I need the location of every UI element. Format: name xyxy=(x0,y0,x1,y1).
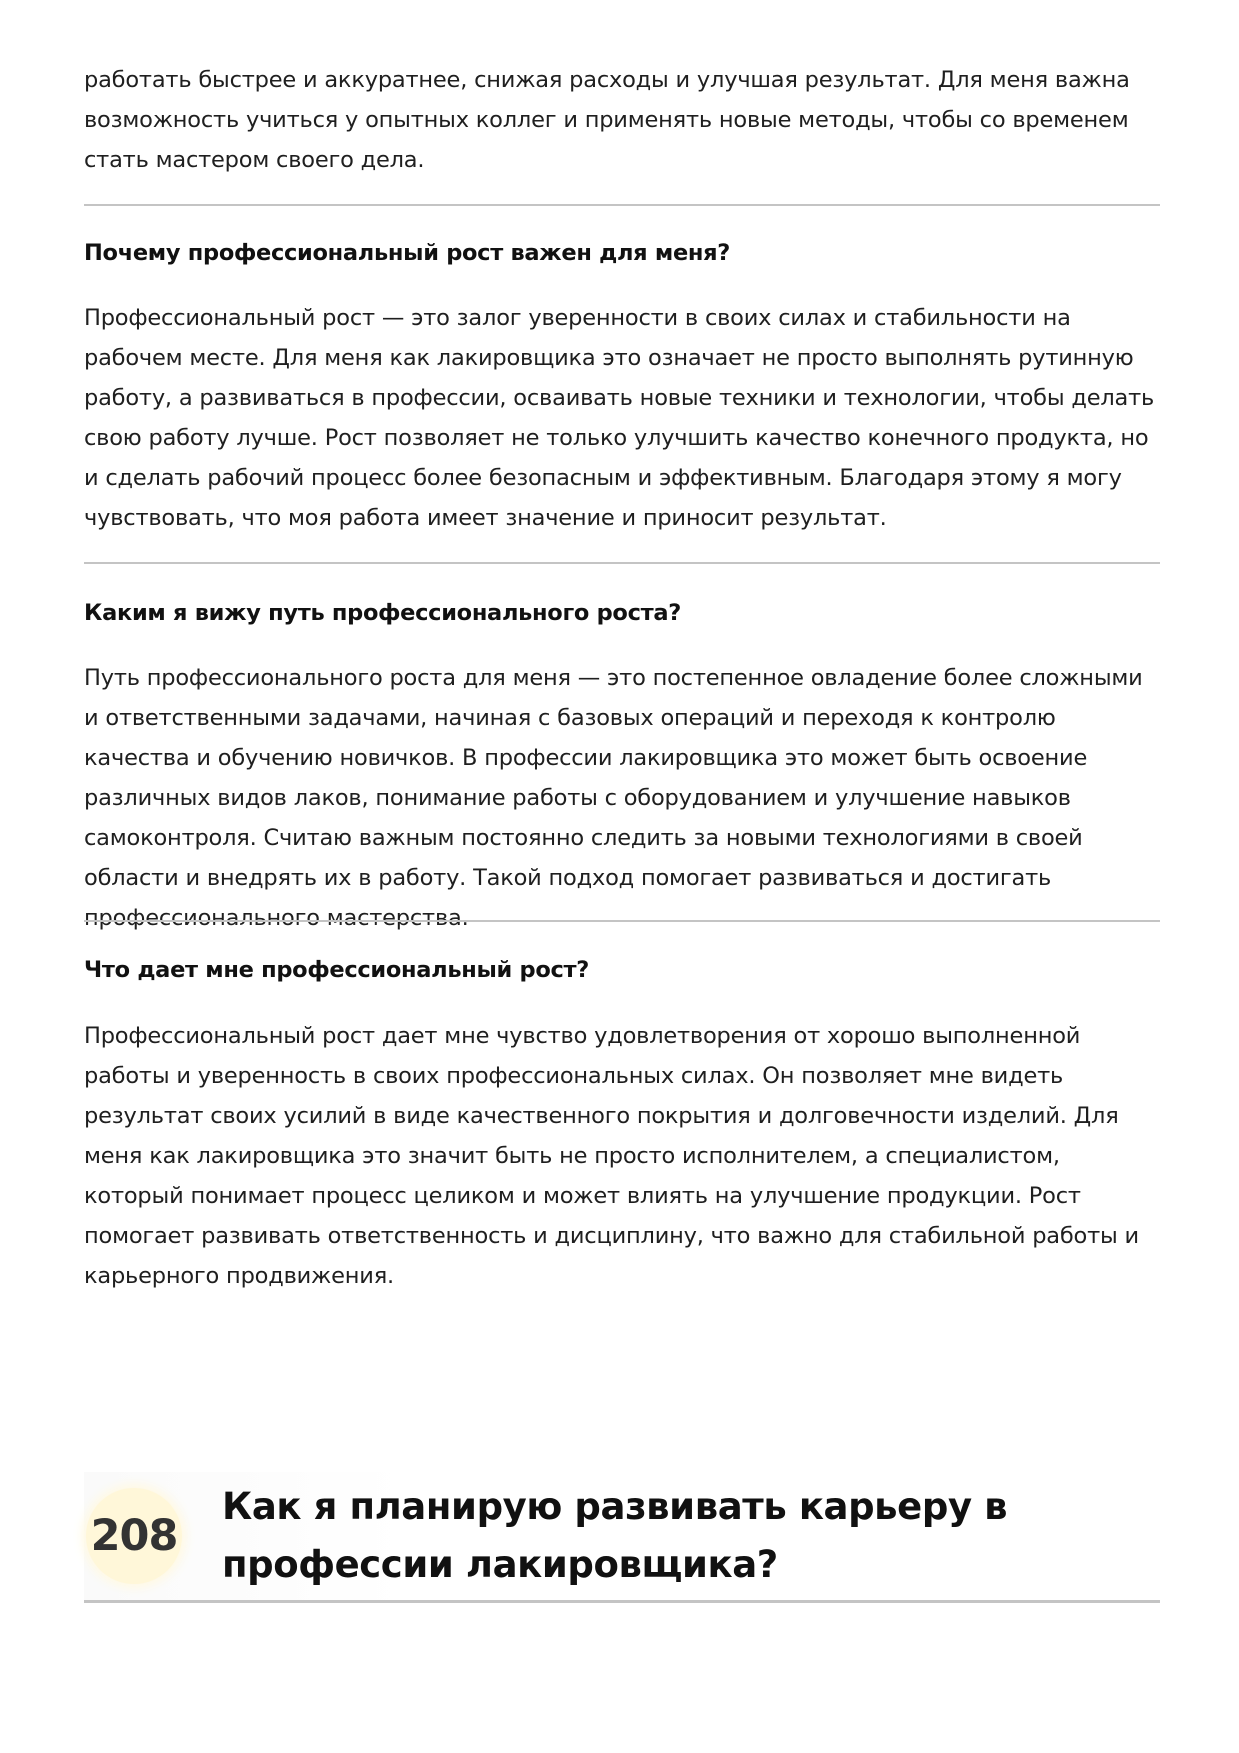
section-body-path: Путь профессионального роста для меня — это постепенное овладение более сложными и ответственными задачами, начиная с базовых операций и переходя к контролю качества и обучению новичков. В профессии лакировщика это может быть освоение различных видов лаков, понимание работы с оборудованием и улучшение навыков самоконтроля. Считаю важным постоянно следить за новыми технологиями в своей области и внедрять их в работу. Такой подход помогает развиваться и достигать профессионального мастерства. xyxy=(84,665,1143,931)
section-divider xyxy=(84,920,1160,922)
chapter-number-badge xyxy=(86,1488,182,1584)
chapter-title: Как я планирую развивать карьеру в профессии лакировщика? xyxy=(222,1485,1008,1586)
section-divider xyxy=(84,562,1160,564)
chapter-header xyxy=(84,1472,1160,1603)
section-heading-benefit: Что дает мне профессиональный рост? xyxy=(84,957,590,983)
section-heading-why: Почему профессиональный рост важен для меня? xyxy=(84,240,731,266)
section-heading-path: Каким я вижу путь профессионального роста? xyxy=(84,600,681,626)
section-divider xyxy=(84,204,1160,206)
chapter-number: 208 xyxy=(90,1511,178,1561)
intro-paragraph: работать быстрее и аккуратнее, снижая расходы и улучшая результат. Для меня важна возможность учиться у опытных коллег и применять новые методы, чтобы со временем стать мастером своего дела. xyxy=(84,67,1130,173)
section-body-benefit: Профессиональный рост дает мне чувство удовлетворения от хорошо выполненной работы и уверенность в своих профессиональных силах. Он позволяет мне видеть результат своих усилий в виде качественного покрытия и долговечности изделий. Для меня как лакировщика это значит быть не просто исполнителем, а специалистом, который понимает процесс целиком и может влиять на улучшение продукции. Рост помогает развивать ответственность и дисциплину, что важно для стабильной работы и карьерного продвижения. xyxy=(84,1023,1139,1289)
section-body-why: Профессиональный рост — это залог уверенности в своих силах и стабильности на рабочем месте. Для меня как лакировщика это означает не просто выполнять рутинную работу, а развиваться в профессии, осваивать новые техники и технологии, чтобы делать свою работу лучше. Рост позволяет не только улучшить качество конечного продукта, но и сделать рабочий процесс более безопасным и эффективным. Благодаря этому я могу чувствовать, что моя работа имеет значение и приносит результат. xyxy=(84,305,1155,531)
